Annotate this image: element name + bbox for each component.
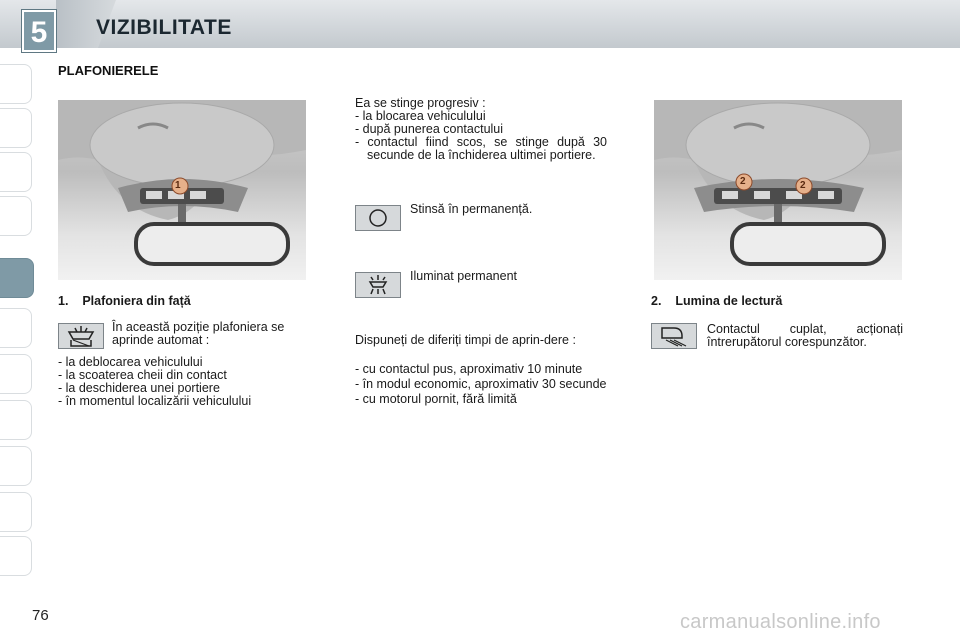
chapter-tab[interactable] [0, 492, 32, 532]
list-item: - cu motorul pornit, fără limită [355, 392, 517, 406]
chapter-tab[interactable] [0, 400, 32, 440]
switch-off-list [355, 110, 607, 162]
front-light-heading-text: Plafoniera din față [82, 294, 191, 308]
list-item: - contactul fiind scos, se stinge după 30 secunde de la închiderea ultimei portiere. [355, 135, 607, 162]
circle-off-icon [355, 205, 401, 231]
timing-list [355, 363, 607, 406]
list-item: - la deschiderea unei portiere [58, 381, 220, 395]
photo-label-2-left: 2 [740, 176, 746, 187]
door-light-icon [58, 323, 104, 349]
front-light-heading-number: 1. [58, 294, 69, 308]
chapter-tab[interactable] [0, 196, 32, 236]
chapter-tabs [0, 64, 34, 576]
list-item: - la deblocarea vehiculului [58, 355, 203, 369]
front-light-heading [58, 295, 191, 308]
list-item: - la scoaterea cheii din contact [58, 368, 227, 382]
front-light-list [58, 356, 318, 408]
switch-off-intro: Ea se stinge progresiv : [355, 96, 486, 110]
chapter-tab[interactable] [0, 446, 32, 486]
on-text: Iluminat permanent [410, 269, 518, 283]
reading-light-photo [654, 100, 902, 280]
chapter-tab-active[interactable] [0, 258, 34, 298]
chapter-title: VIZIBILITATE [96, 16, 232, 39]
list-item: - după punerea contactului [355, 122, 504, 136]
list-item: - în momentul localizării vehiculului [58, 394, 252, 408]
list-item: - la blocarea vehiculului [355, 109, 486, 123]
watermark: carmanualsonline.info [680, 611, 881, 633]
timing-intro: Dispuneți de diferiți timpi de aprin-dere : [355, 333, 576, 347]
reading-light-heading-number: 2. [651, 294, 662, 308]
chapter-tab[interactable] [0, 354, 32, 394]
chapter-tab[interactable] [0, 108, 32, 148]
section-title: PLAFONIERELE [58, 63, 159, 78]
reading-light-text: Contactul cuplat, acționați întrerupătorul corespunzător. [707, 322, 903, 349]
chapter-tab[interactable] [0, 536, 32, 576]
page-number: 76 [32, 607, 49, 624]
list-item: - cu contactul pus, aproximativ 10 minute [355, 362, 583, 376]
chapter-tab[interactable] [0, 308, 32, 348]
chapter-tab[interactable] [0, 64, 32, 104]
reading-lamp-icon [651, 323, 697, 349]
off-text: Stinsă în permanență. [410, 202, 533, 216]
front-ceiling-light-illustration [58, 100, 306, 280]
front-ceiling-light-photo [58, 100, 306, 280]
reading-light-heading-text: Lumina de lectură [675, 294, 783, 308]
lamp-on-icon [355, 272, 401, 298]
photo-label-2-right: 2 [800, 180, 806, 191]
reading-light-illustration [654, 100, 902, 280]
front-light-intro: În această poziție plafoniera se aprinde automat : [112, 320, 285, 347]
list-item: - în modul economic, aproximativ 30 secunde [355, 377, 607, 391]
reading-light-heading [651, 295, 782, 308]
chapter-tab[interactable] [0, 152, 32, 192]
photo-label-1: 1 [175, 180, 181, 191]
chapter-number-badge: 5 [22, 10, 56, 52]
